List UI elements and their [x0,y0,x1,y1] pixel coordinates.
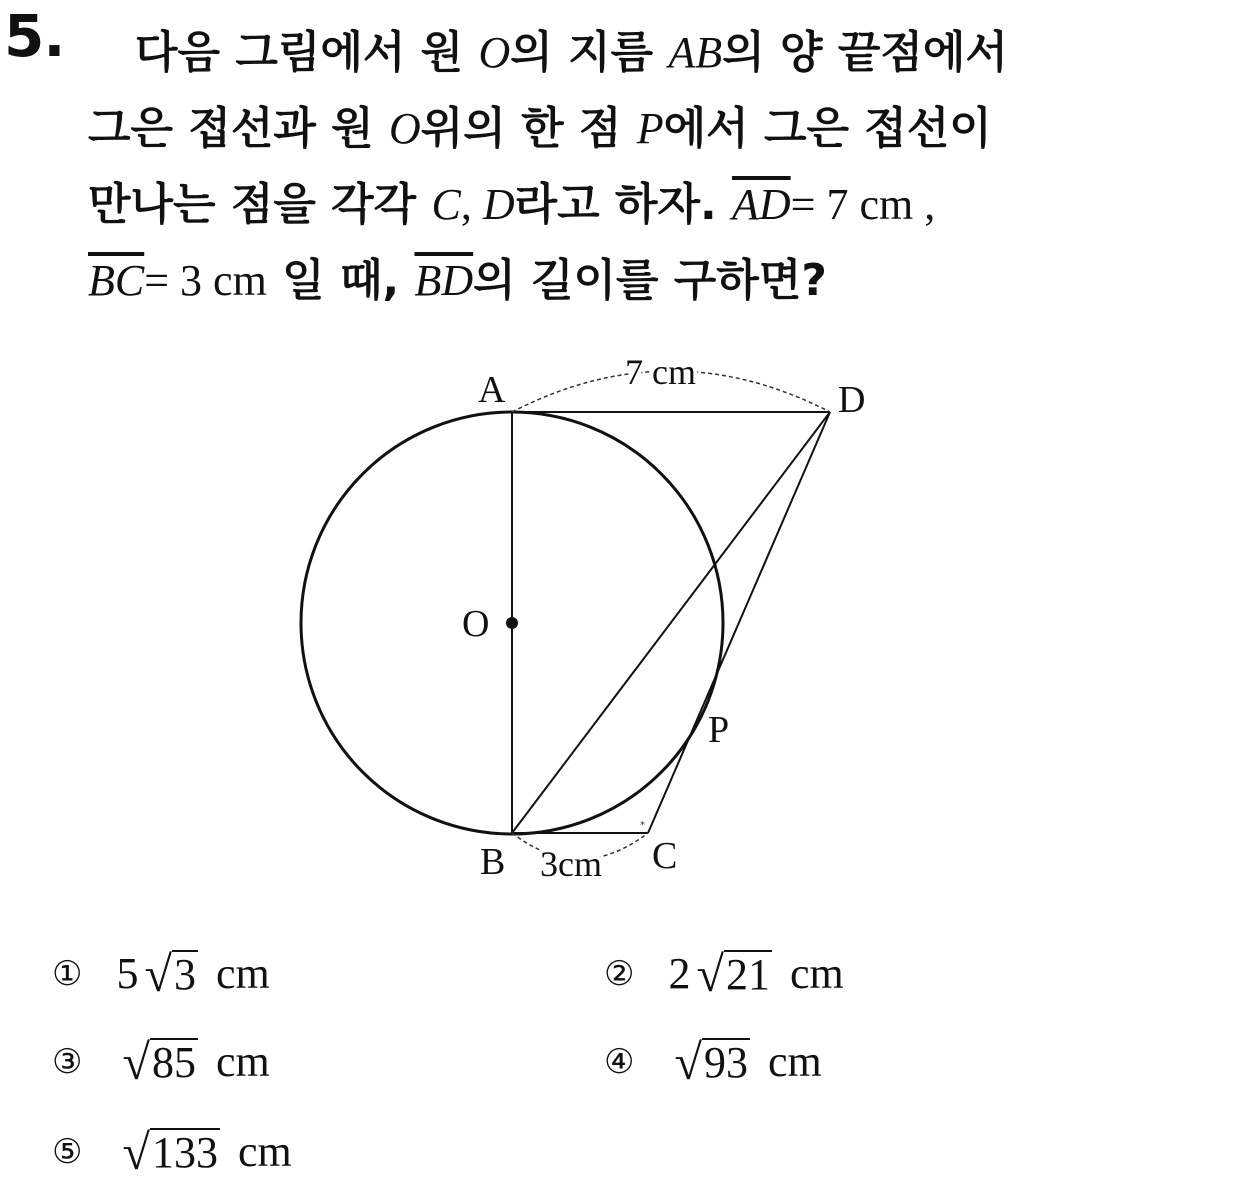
choice-unit: cm [789,949,844,998]
geometry-figure [280,340,900,900]
ad-value: = 7 cm , [790,180,936,229]
sqrt-expression [674,1033,749,1090]
bc-value: = 3 cm [144,256,267,305]
radical-sign: √ [144,945,172,1002]
label-o: O [462,603,490,645]
choice-1[interactable] [52,945,270,1002]
choice-number: ② [604,953,635,994]
question-line-4 [88,244,827,308]
text-segment: 다음 그림에서 원 [135,27,479,78]
choice-unit: cm [767,1037,822,1086]
sqrt-expression [144,945,197,1002]
radicand: 93 [703,1038,748,1088]
math-o: O [478,28,511,77]
text-segment: 의 지름 [510,27,669,78]
label-a: A [478,369,506,411]
segment-bd-line [512,412,830,833]
choice-2[interactable] [604,945,844,1002]
segment-ad: $\overline{AD}$ [732,180,791,229]
question-line-3 [88,168,935,232]
choice-unit: cm [215,1037,270,1086]
center-point [506,617,518,629]
label-c: C [652,835,678,877]
choice-number: ① [52,953,83,994]
math-o: O [388,104,421,153]
text-segment: 의 양 끝점에서 [722,27,1008,78]
radicand: 85 [151,1038,196,1088]
label-p: P [708,709,730,751]
tick-mark: * [640,820,645,831]
question-number: 5. [4,2,65,70]
radicand: 21 [725,950,770,1000]
choice-3[interactable] [52,1033,270,1090]
text-segment: 그은 접선과 원 [88,103,389,154]
text-segment: 일 때, [266,255,415,306]
math-ab: AB [668,28,723,77]
comma: , [460,180,483,229]
text-segment: 위의 한 점 [420,103,637,154]
label-length-bc: 3cm [540,844,602,884]
choice-4[interactable] [604,1033,822,1090]
math-p: P [636,104,664,153]
text-segment: 라고 하자. [514,179,732,230]
text-segment: 의 길이를 구하면? [473,255,827,306]
sqrt-expression [122,1033,197,1090]
radicand: 133 [151,1128,218,1178]
radical-sign: √ [674,1033,702,1090]
math-d: D [482,180,515,229]
tangent-dc [648,412,830,833]
label-length-ad: 7 cm [625,352,696,392]
segment-bc: $\overline{BC}$ [88,256,145,305]
radicand: 3 [173,950,196,1000]
sqrt-expression [122,1123,219,1180]
text-segment: 만나는 점을 각각 [88,179,432,230]
choice-unit: cm [215,949,270,998]
math-c: C [431,180,461,229]
choice-number: ③ [52,1041,83,1082]
radical-sign: √ [122,1033,150,1090]
segment-bd: $\overline{BD}$ [414,256,474,305]
choice-number: ④ [604,1041,635,1082]
choice-coefficient: 2 [668,949,691,998]
choice-5[interactable] [52,1123,292,1180]
radical-sign: √ [122,1123,150,1180]
question-line-2 [88,92,992,156]
choice-number: ⑤ [52,1131,83,1172]
text-segment: 에서 그은 접선이 [663,103,992,154]
choice-coefficient: 5 [116,949,139,998]
label-b: B [480,841,506,883]
question-line-1 [135,16,1008,80]
radical-sign: √ [696,945,724,1002]
label-d: D [838,379,866,421]
choice-unit: cm [237,1127,292,1176]
sqrt-expression [696,945,771,1002]
